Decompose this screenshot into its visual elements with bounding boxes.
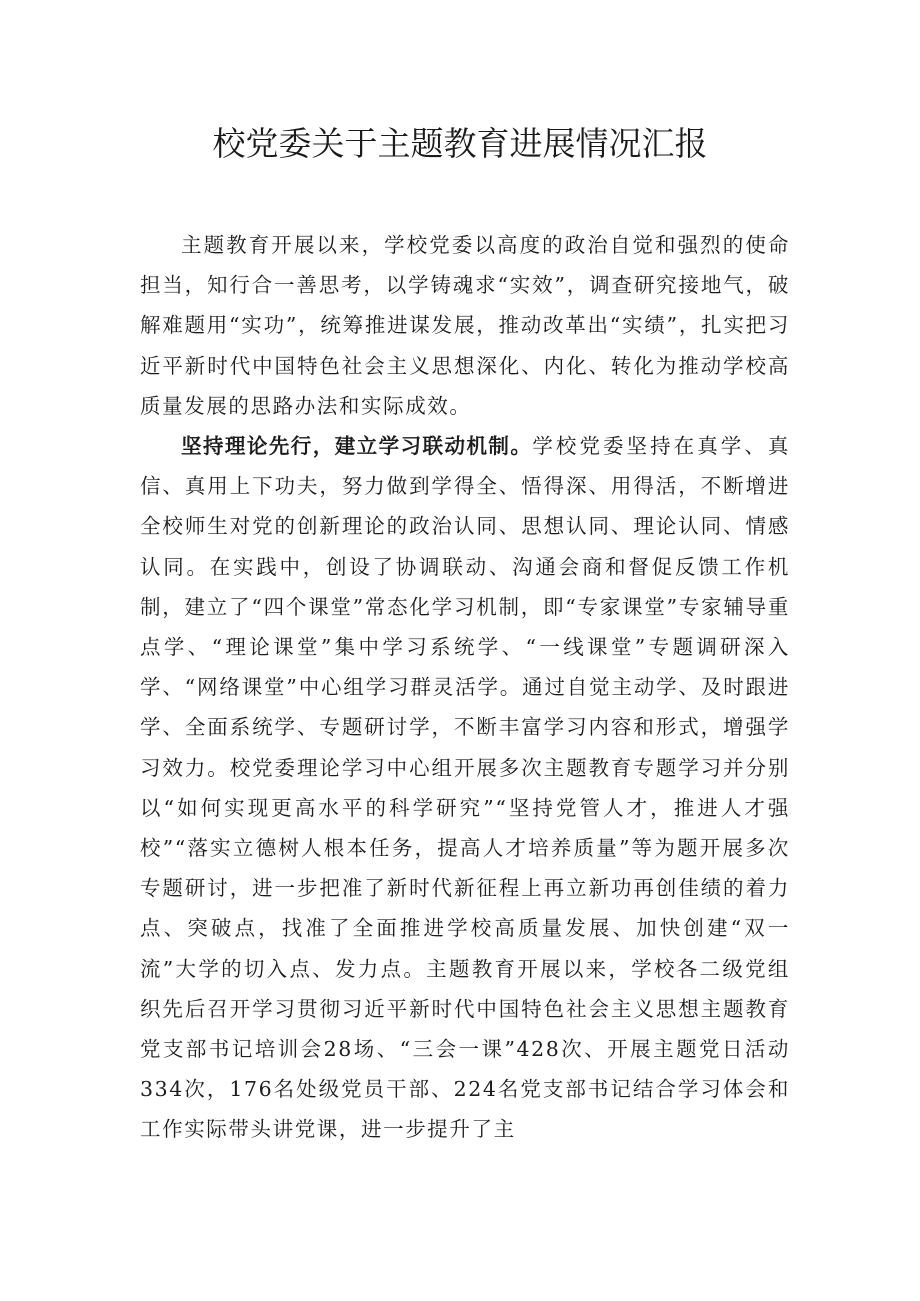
document-body [140,225,790,1150]
paragraph-lead-heading: 坚持理论先行，建立学习联动机制。 [181,434,533,459]
document-title: 校党委关于主题教育进展情况汇报 [212,124,708,163]
paragraph-text: 学校党委坚持在真学、真信、真用上下功夫，努力做到学得全、悟得深、用得活，不断增进全校师生对党的创新理论的政治认同、思想认同、理论认同、情感认同。在实践中，创设了协调联动、沟通会商和督促反馈工作机制，建立了“四个课堂”常态化学习机制，即“专家课堂”专家辅导重点学、“理论课堂”集中学习系统学、“一线课堂”专题调研深入学、“网络课堂”中心组学习群灵活学。通过自觉主动学、及时跟进学、全面系统学、专题研讨学，不断丰富学习内容和形式，增强学习效力。校党委理论学习中心组开展多次主题教育专题学习并分别以“如何实现更高水平的科学研究”“坚持党管人才，推进人才强校”“落实立德树人根本任务，提高人才培养质量”等为题开展多次专题研讨，进一步把准了新时代新征程上再立新功再创佳绩的着力点、突破点，找准了全面推进学校高质量发展、加快创建“双一流”大学的切入点、发力点。主题教育开展以来，学校各二级党组织先后召开学习贯彻习近平新时代中国特色社会主义思想主题教育党支部书记培训会28场、“三会一课”428次、开展主题党日活动334次，176名处级党员干部、224名党支部书记结合学习体会和工作实际带头讲党课，进一步提升了主 [140,434,791,1142]
paragraph-theory [140,426,790,1150]
paragraph-text: 主题教育开展以来，学校党委以高度的政治自觉和强烈的使命担当，知行合一善思考，以学铸魂求“实效”，调查研究接地气，破解难题用“实功”，统筹推进谋发展，推动改革出“实绩”，扎实把习近平新时代中国特色社会主义思想深化、内化、转化为推动学校高质量发展的思路办法和实际成效。 [140,233,790,418]
paragraph-intro [140,225,790,426]
